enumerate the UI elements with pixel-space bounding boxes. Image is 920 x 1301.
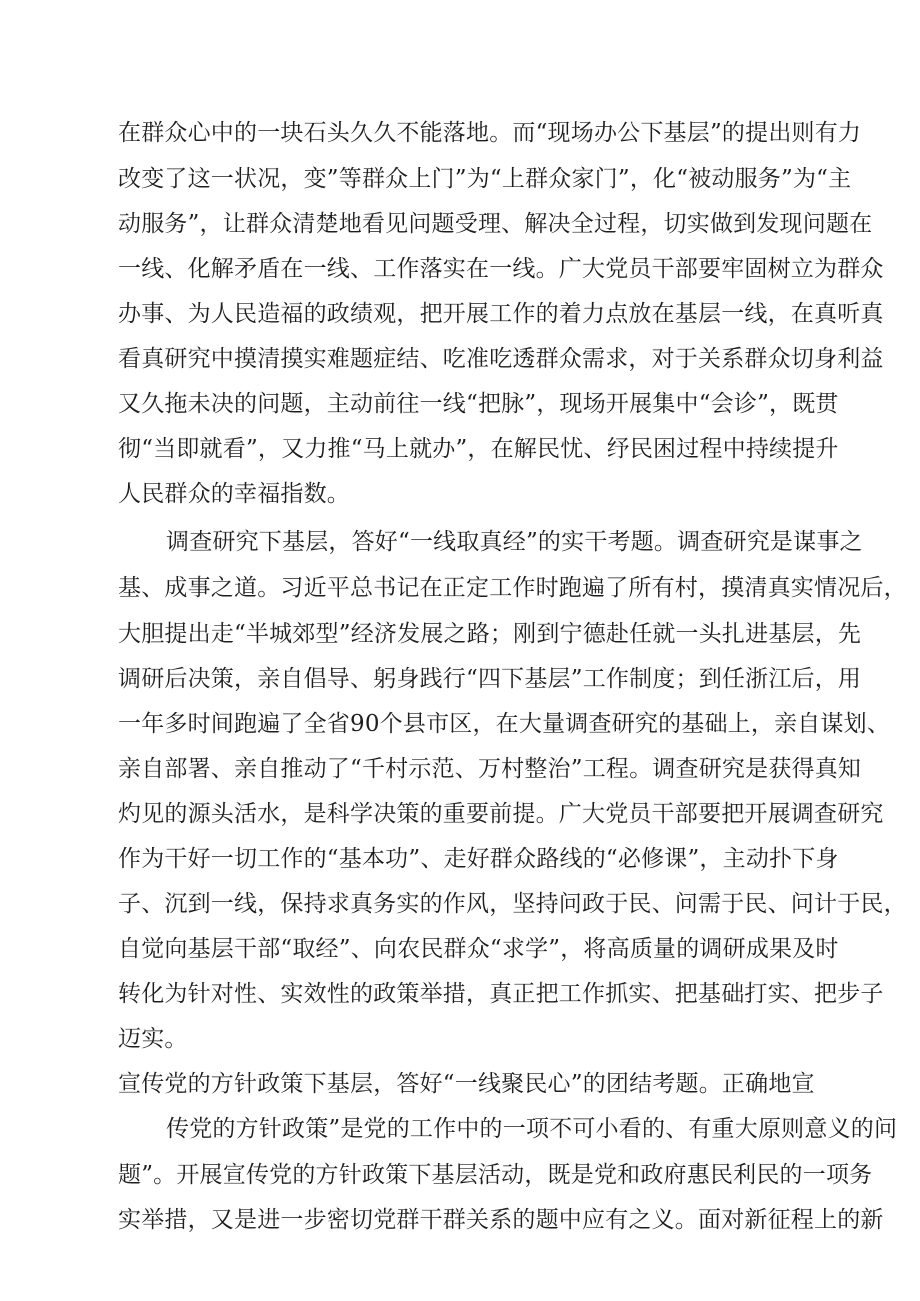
text-line: 转化为针对性、实效性的政策举措，真正把工作抓实、把基础打实、把步子 bbox=[118, 981, 884, 1007]
paragraph-first-line: 调查研究下基层，答好“一线取真经”的实干考题。调查研究是谋事之 bbox=[166, 529, 863, 555]
text-line: 改变了这一状况，变”等群众上门”为“上群众家门”，化“被动服务”为“主 bbox=[118, 166, 852, 192]
text-line: 实举措，又是进一步密切党群干群关系的题中应有之义。面对新征程上的新 bbox=[118, 1207, 884, 1233]
text-line: 大胆提出走“半城郊型”经济发展之路；刚到宁德赴任就一头扎进基层，先 bbox=[118, 621, 862, 647]
text-line: 在群众心中的一块石头久久不能落地。而“现场办公下基层”的提出则有力 bbox=[118, 120, 862, 146]
text-line: 办事、为人民造福的政绩观，把开展工作的着力点放在基层一线，在真听真 bbox=[118, 301, 884, 327]
text-line: 子、沉到一线，保持求真务实的作风，坚持问政于民、问需于民、问计于民， bbox=[118, 891, 907, 917]
text-line: 一年多时间跑遍了全省90个县市区，在大量调查研究的基础上，亲自谋划、 bbox=[118, 711, 891, 737]
text-line: 作为干好一切工作的“基本功”、走好群众路线的“必修课”，主动扑下身 bbox=[118, 846, 839, 872]
text-line: 基、成事之道。习近平总书记在正定工作时跑遍了所有村，摸清真实情况后， bbox=[118, 575, 907, 601]
text-line: 一线、化解矛盾在一线、工作落实在一线。广大党员干部要牢固树立为群众 bbox=[118, 256, 884, 282]
text-line: 自觉向基层干部“取经”、向农民群众“求学”，将高质量的调研成果及时 bbox=[118, 936, 839, 962]
text-line: 又久拖未决的问题，主动前往一线“把脉”，现场开展集中“会诊”，既贯 bbox=[118, 391, 839, 417]
text-line: 调研后决策，亲自倡导、躬身践行“四下基层”工作制度；到任浙江后，用 bbox=[118, 666, 862, 692]
text-line: 人民群众的幸福指数。 bbox=[118, 481, 350, 507]
text-line: 亲自部署、亲自推动了“千村示范、万村整治”工程。调查研究是获得真知 bbox=[118, 756, 862, 782]
text-line: 题”。开展宣传党的方针政策下基层活动，既是党和政府惠民利民的一项务 bbox=[118, 1162, 873, 1188]
text-line: 迈实。 bbox=[118, 1026, 188, 1052]
text-line: 动服务”，让群众清楚地看见问题受理、解决全过程，切实做到发现问题在 bbox=[118, 211, 873, 237]
text-line: 彻“当即就看”，又力推“马上就办”，在解民忧、纾民困过程中持续提升 bbox=[118, 436, 839, 462]
paragraph-first-line: 宣传党的方针政策下基层，答好“一线聚民心”的团结考题。正确地宣 bbox=[118, 1071, 815, 1097]
text-line: 灼见的源头活水，是科学决策的重要前提。广大党员干部要把开展调查研究 bbox=[118, 801, 884, 827]
text-line: 看真研究中摸清摸实难题症结、吃准吃透群众需求，对于关系群众切身利益 bbox=[118, 346, 884, 372]
text-line: 传党的方针政策”是党的工作中的一项不可小看的、有重大原则意义的问 bbox=[166, 1116, 898, 1142]
